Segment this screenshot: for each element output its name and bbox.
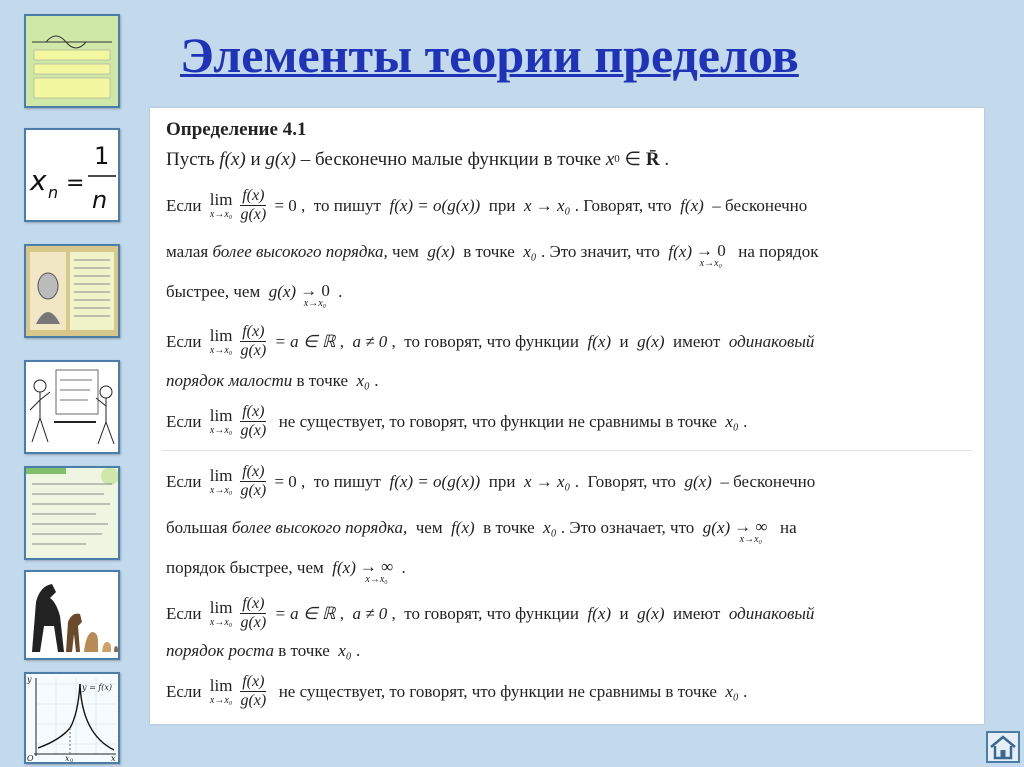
not-equal: a ≠ 0 bbox=[352, 604, 388, 623]
lim-label: lim bbox=[209, 326, 233, 345]
definition-line-13 bbox=[166, 674, 972, 709]
text: в точке bbox=[292, 371, 357, 390]
text: при bbox=[480, 196, 524, 215]
extended-reals: R̄ bbox=[645, 149, 660, 170]
x0: x₀ bbox=[523, 242, 537, 261]
text: . Говорят, что bbox=[570, 472, 685, 491]
gx: g(x) bbox=[637, 604, 665, 623]
text: , то пишут bbox=[296, 196, 390, 215]
thumbnail-number-line[interactable] bbox=[24, 14, 120, 108]
text: . bbox=[738, 682, 748, 701]
emphasis: более высокого порядка, bbox=[212, 242, 388, 261]
lim-label: lim bbox=[209, 466, 233, 485]
text: Если bbox=[166, 196, 206, 215]
fraction bbox=[238, 404, 268, 439]
gx: g(x) bbox=[268, 282, 297, 301]
sequence-formula-icon bbox=[26, 130, 118, 220]
arrow-sub: x→x₀ bbox=[303, 298, 327, 309]
text: в точке bbox=[474, 518, 544, 537]
text: и bbox=[245, 149, 266, 170]
thumbnail-sequence-formula[interactable] bbox=[24, 128, 120, 222]
thumbnail-portrait[interactable] bbox=[24, 244, 120, 338]
limit bbox=[210, 407, 233, 436]
text: , то говорят, что функции bbox=[387, 604, 588, 623]
arrow-limit bbox=[360, 558, 393, 585]
text: в точке bbox=[454, 242, 524, 261]
text: . bbox=[738, 412, 748, 431]
numerator: f(x) bbox=[242, 463, 265, 480]
arrow: → 0 bbox=[300, 281, 330, 300]
definition-panel bbox=[150, 108, 984, 724]
text: и bbox=[611, 604, 638, 623]
graph-x0-sub: 0 bbox=[70, 758, 74, 762]
fx: f(x) bbox=[680, 196, 704, 215]
equals: = a ∈ ℝ bbox=[270, 332, 336, 351]
x0: x bbox=[605, 149, 615, 170]
fx: f(x) bbox=[332, 558, 356, 577]
portrait-thumbnail-icon bbox=[26, 246, 118, 336]
xn-num: 1 bbox=[94, 142, 110, 170]
xn-label: x bbox=[30, 164, 47, 197]
graph-x-axis-label: x bbox=[111, 754, 116, 762]
text: не существует, то говорят, что функции не сравнимы в точке bbox=[270, 682, 726, 701]
text: . Это означает, что bbox=[556, 518, 703, 537]
limit bbox=[210, 599, 233, 628]
text: чем bbox=[407, 518, 452, 537]
text: . bbox=[659, 149, 670, 170]
lim-label: lim bbox=[209, 598, 233, 617]
definition-line-1 bbox=[166, 150, 972, 169]
not-equal: a ≠ 0 bbox=[352, 332, 388, 351]
fraction bbox=[238, 188, 268, 223]
equals: = a ∈ ℝ bbox=[270, 604, 336, 623]
x0: x₀ bbox=[725, 682, 739, 701]
graph-y-axis-label: y bbox=[27, 675, 32, 684]
denominator: g(x) bbox=[240, 482, 267, 499]
number-line-thumbnail-icon bbox=[26, 16, 118, 106]
text: Если bbox=[166, 682, 206, 701]
definition-line-6 bbox=[166, 372, 972, 389]
text: малая bbox=[166, 242, 213, 261]
lim-sub: x→x₀ bbox=[209, 617, 233, 628]
emphasis: одинаковый bbox=[728, 332, 815, 351]
text: Пусть bbox=[166, 149, 220, 170]
equals: = 0 bbox=[270, 196, 297, 215]
x0: x₀ bbox=[543, 518, 557, 537]
limit bbox=[210, 327, 233, 356]
definition-line-3 bbox=[166, 238, 972, 269]
cartoon-limits-icon bbox=[26, 362, 118, 452]
text: Если bbox=[166, 412, 206, 431]
text: . bbox=[333, 282, 343, 301]
page-title: Элементы теории пределов bbox=[180, 27, 799, 83]
numerator: f(x) bbox=[242, 323, 265, 340]
arrow-expression: x → x₀ bbox=[523, 196, 571, 215]
lim-sub: x→x₀ bbox=[209, 345, 233, 356]
denominator: g(x) bbox=[240, 692, 267, 709]
element-of: ∈ bbox=[619, 149, 646, 170]
definition-heading bbox=[166, 120, 972, 139]
text: . bbox=[397, 558, 406, 577]
definition-line-4 bbox=[166, 278, 972, 309]
x0-sub: 0 bbox=[614, 153, 620, 165]
gx: g(x) bbox=[265, 149, 297, 170]
arrow: → ∞ bbox=[734, 517, 768, 536]
fx: f(x) bbox=[219, 149, 246, 170]
numerator: f(x) bbox=[242, 403, 265, 420]
numerator: f(x) bbox=[242, 595, 265, 612]
arrow: → ∞ bbox=[359, 557, 394, 576]
equals: = 0 bbox=[270, 472, 297, 491]
text: на порядок bbox=[729, 242, 819, 261]
arrow-sub: x→x₀ bbox=[699, 258, 723, 269]
arrow: → 0 bbox=[695, 241, 726, 260]
text: , bbox=[335, 332, 353, 351]
thumbnail-dogs[interactable] bbox=[24, 570, 120, 660]
fraction bbox=[238, 596, 268, 631]
fraction bbox=[238, 464, 268, 499]
fx: f(x) bbox=[587, 604, 612, 623]
definition-line-11 bbox=[166, 596, 972, 631]
lim-sub: x→x₀ bbox=[209, 425, 233, 436]
gx: g(x) bbox=[702, 518, 731, 537]
arrow-limit bbox=[734, 518, 767, 545]
text: Если bbox=[166, 472, 206, 491]
text: . bbox=[351, 641, 361, 660]
definition-line-7 bbox=[166, 404, 972, 439]
denominator: g(x) bbox=[240, 614, 267, 631]
denominator: g(x) bbox=[240, 422, 267, 439]
xn-den: n bbox=[92, 186, 108, 214]
numerator: f(x) bbox=[242, 673, 265, 690]
lim-label: lim bbox=[209, 190, 233, 209]
text: чем bbox=[387, 242, 428, 261]
text: Если bbox=[166, 332, 206, 351]
emphasis: одинаковый bbox=[728, 604, 815, 623]
text: – бесконечно малые функции в точке bbox=[296, 149, 606, 170]
fraction bbox=[238, 324, 268, 359]
text: – бесконечно bbox=[711, 472, 816, 491]
text: при bbox=[480, 472, 524, 491]
denominator: g(x) bbox=[240, 342, 267, 359]
lim-sub: x→x₀ bbox=[209, 209, 233, 220]
text: – бесконечно bbox=[703, 196, 808, 215]
emphasis: порядок роста bbox=[166, 641, 275, 660]
definition-line-12 bbox=[166, 642, 972, 659]
text: имеют bbox=[664, 332, 729, 351]
limit bbox=[210, 467, 233, 496]
xn-sub: n bbox=[48, 183, 59, 202]
gx: g(x) bbox=[637, 332, 665, 351]
limit bbox=[210, 191, 233, 220]
arrow-expression: x → x₀ bbox=[523, 472, 571, 491]
x0: x₀ bbox=[725, 412, 739, 431]
graph-thumbnail-icon bbox=[26, 674, 118, 762]
heading-text: Определение 4.1 bbox=[166, 119, 307, 140]
text-slide-icon bbox=[26, 468, 118, 558]
arrow-limit bbox=[696, 242, 726, 269]
text: порядок быстрее, чем bbox=[166, 558, 333, 577]
dogs-thumbnail-icon bbox=[26, 572, 118, 658]
graph-x0-label: x bbox=[65, 754, 70, 762]
text: большая bbox=[166, 518, 232, 537]
arrow-sub: x→x₀ bbox=[365, 574, 388, 585]
limit bbox=[210, 677, 233, 706]
fx: f(x) bbox=[451, 518, 475, 537]
definition-line-10 bbox=[166, 554, 972, 585]
arrow-sub: x→x₀ bbox=[739, 534, 763, 545]
gx: g(x) bbox=[684, 472, 712, 491]
thumbnail-cartoon-limits[interactable] bbox=[24, 360, 120, 454]
lim-sub: x→x₀ bbox=[209, 695, 233, 706]
text: , bbox=[335, 604, 353, 623]
thumbnail-text-slide[interactable] bbox=[24, 466, 120, 560]
text: имеют bbox=[664, 604, 729, 623]
thumbnail-graph[interactable] bbox=[24, 672, 120, 764]
text: . Говорят, что bbox=[570, 196, 681, 215]
definition-line-8 bbox=[166, 464, 972, 499]
emphasis: порядок малости bbox=[166, 371, 293, 390]
x0: x₀ bbox=[356, 371, 370, 390]
text: , то пишут bbox=[296, 472, 390, 491]
lim-label: lim bbox=[209, 676, 233, 695]
x0: x₀ bbox=[338, 641, 352, 660]
text: . bbox=[369, 371, 379, 390]
definition-line-9 bbox=[166, 514, 972, 545]
home-button[interactable] bbox=[986, 731, 1020, 763]
emphasis: более высокого порядка, bbox=[231, 518, 408, 537]
text: на bbox=[771, 518, 797, 537]
gx: g(x) bbox=[427, 242, 455, 261]
lim-sub: x→x₀ bbox=[209, 485, 233, 496]
graph-function-label: y = f(x) bbox=[82, 683, 113, 692]
lim-label: lim bbox=[209, 406, 233, 425]
graph-origin-label: O bbox=[27, 754, 34, 762]
text: не существует, то говорят, что функции не сравнимы в точке bbox=[270, 412, 726, 431]
text: и bbox=[611, 332, 638, 351]
definition-line-2 bbox=[166, 188, 972, 223]
home-icon bbox=[988, 733, 1018, 761]
denominator: g(x) bbox=[240, 206, 267, 223]
fx: f(x) bbox=[668, 242, 692, 261]
section-divider bbox=[162, 450, 972, 451]
fraction bbox=[238, 674, 268, 709]
text: . Это значит, что bbox=[536, 242, 669, 261]
definition-line-5 bbox=[166, 324, 972, 359]
little-o-expression: f(x) = o(g(x)) bbox=[389, 472, 481, 491]
fx: f(x) bbox=[587, 332, 612, 351]
text: , то говорят, что функции bbox=[387, 332, 588, 351]
numerator: f(x) bbox=[242, 187, 265, 204]
little-o-expression: f(x) = o(g(x)) bbox=[389, 196, 481, 215]
arrow-limit bbox=[300, 282, 330, 309]
text: Если bbox=[166, 604, 206, 623]
text: быстрее, чем bbox=[166, 282, 269, 301]
text: в точке bbox=[274, 641, 339, 660]
xn-eq: = bbox=[66, 171, 85, 196]
